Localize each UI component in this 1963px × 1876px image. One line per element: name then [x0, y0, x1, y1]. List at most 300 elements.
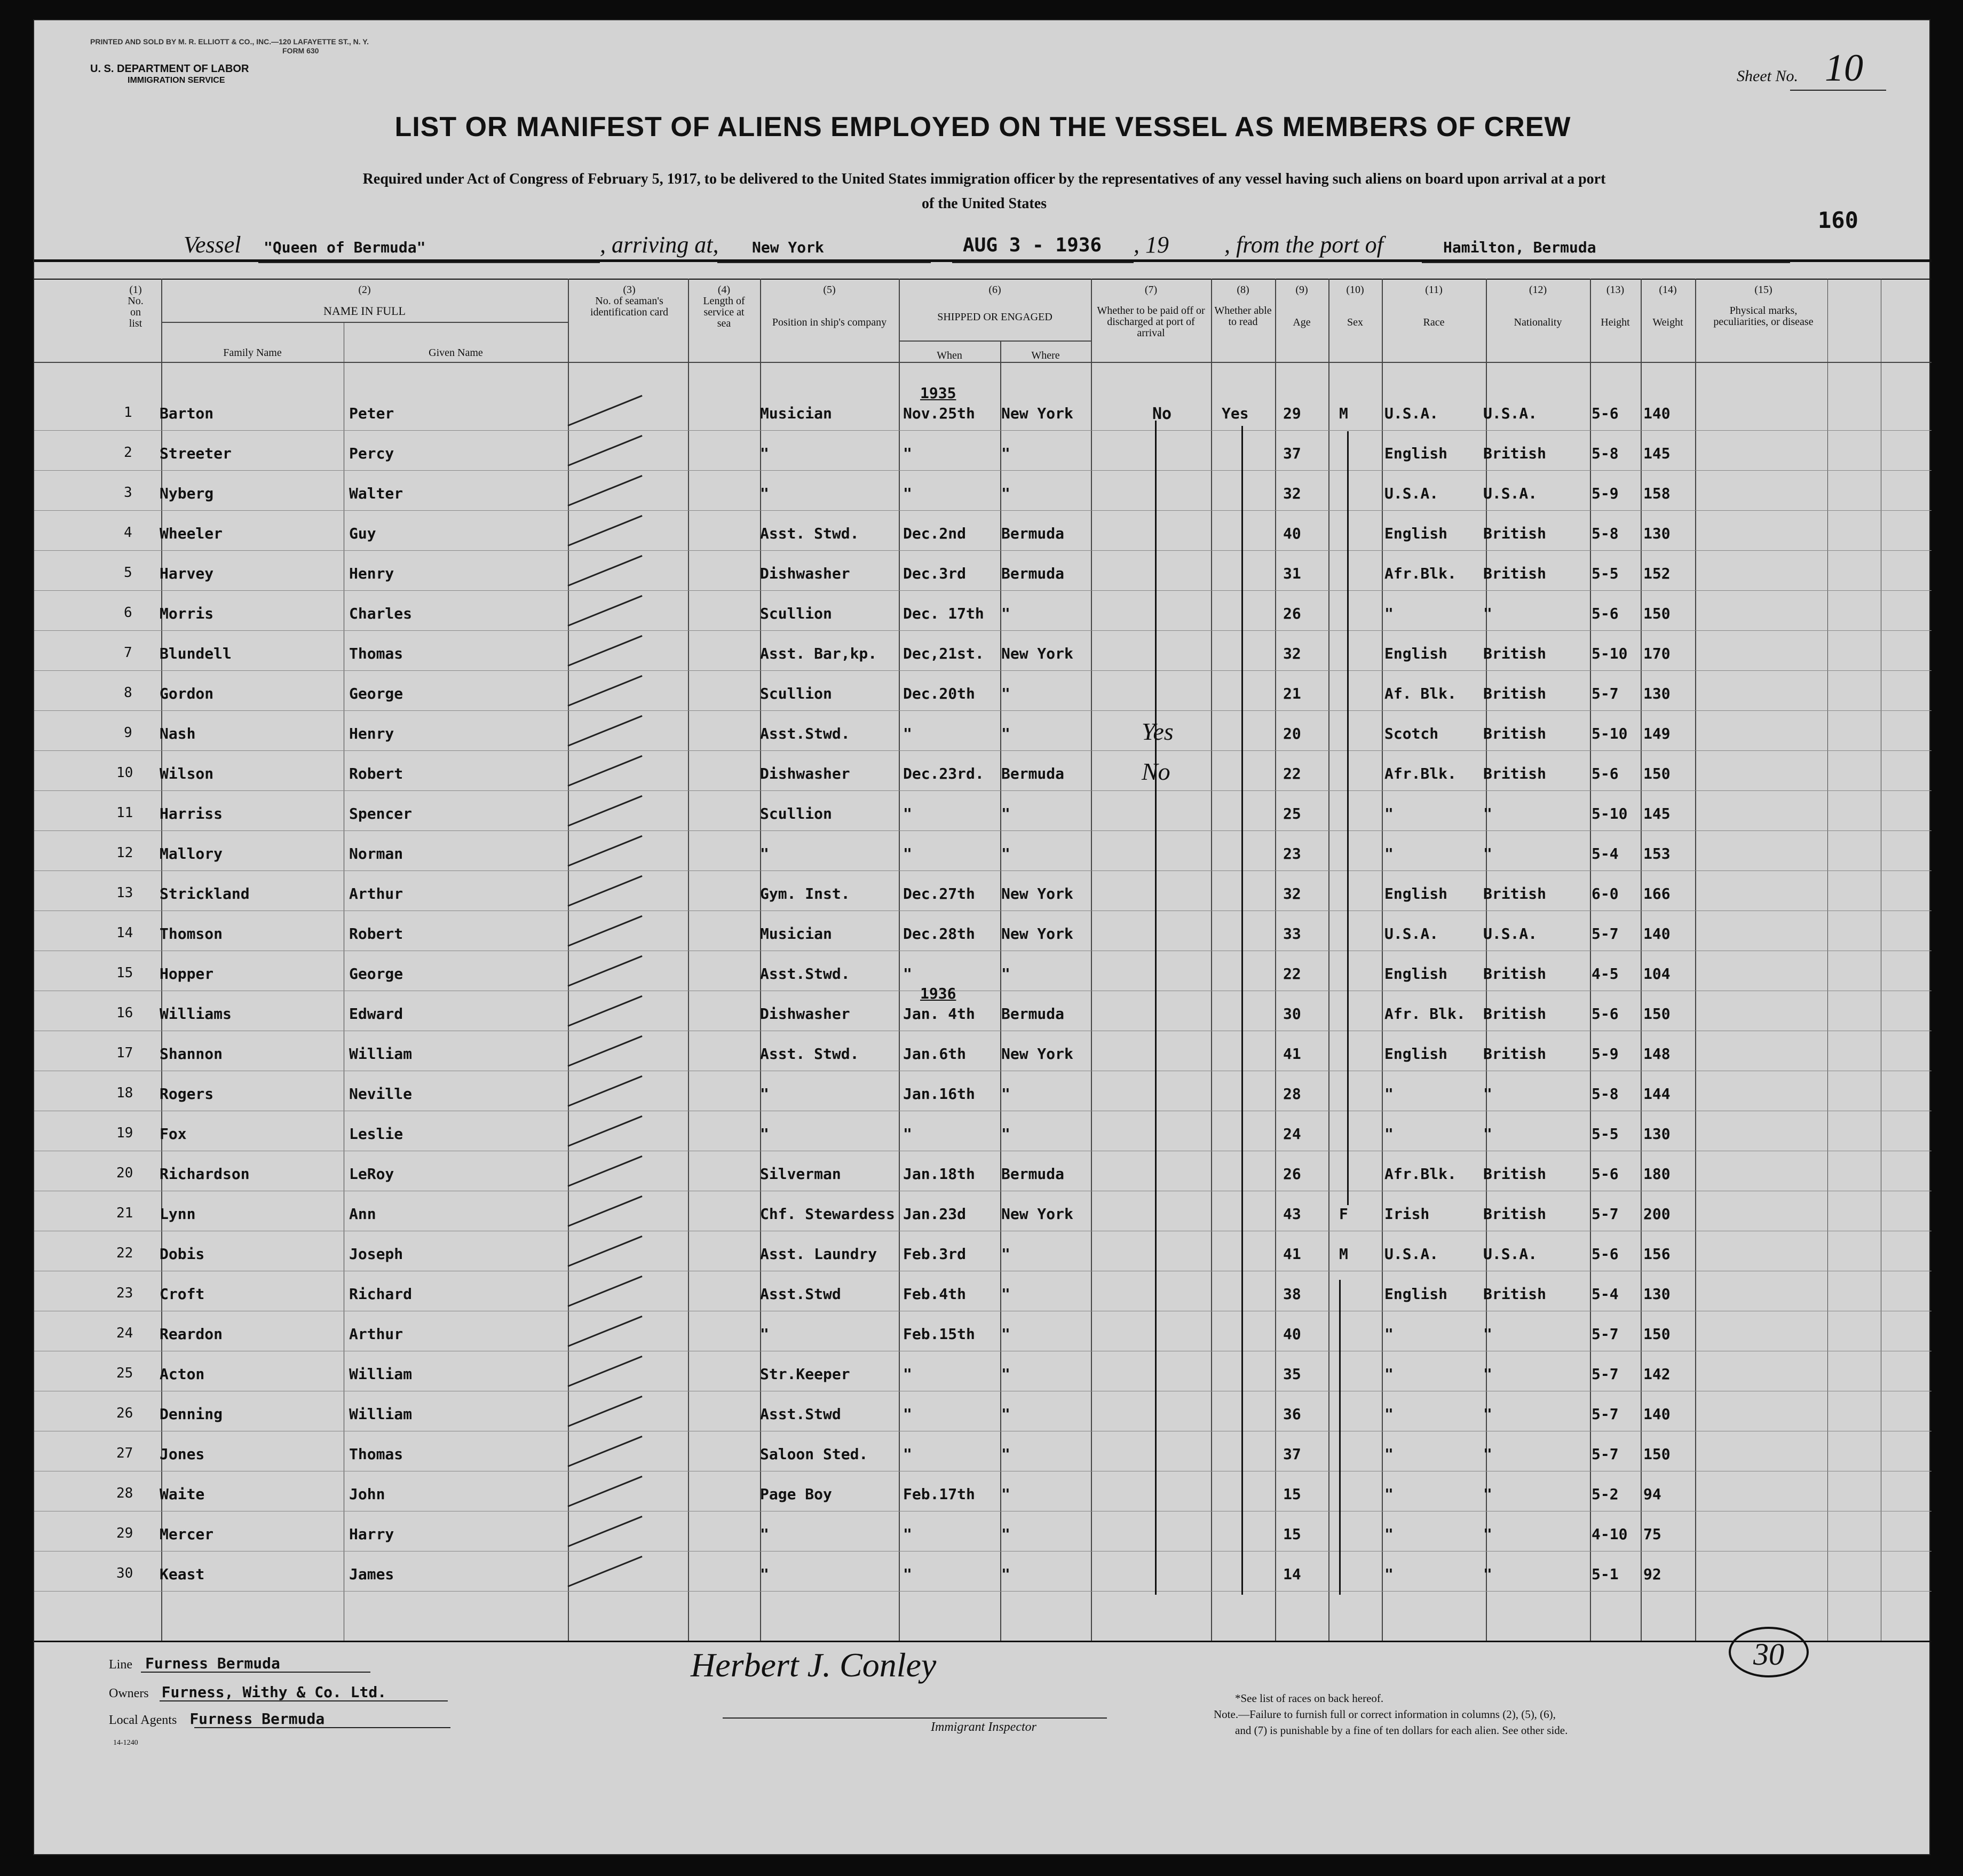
- cell-position: Asst.Stwd: [760, 1405, 841, 1423]
- cell-row-number: 15: [116, 965, 133, 981]
- cell-age: 21: [1283, 685, 1301, 702]
- cell-age: 40: [1283, 525, 1301, 542]
- cell-given-name: Spencer: [349, 805, 413, 822]
- cell-sex: F: [1339, 1205, 1348, 1223]
- page-title: LIST OR MANIFEST OF ALIENS EMPLOYED ON THE VESSEL AS MEMBERS OF CREW: [394, 112, 1571, 143]
- cell-weight: 145: [1643, 445, 1671, 462]
- cell-shipped-when: ": [903, 1565, 912, 1583]
- cell-given-name: Ann: [349, 1205, 376, 1223]
- cell-position: ": [760, 445, 769, 462]
- cell-given-name: Walter: [349, 485, 403, 502]
- cell-given-name: Edward: [349, 1005, 403, 1023]
- line-underline: [141, 1672, 370, 1673]
- cell-position: Musician: [760, 925, 832, 943]
- col-title: Length of service at sea: [703, 295, 745, 329]
- column-divider: [568, 279, 569, 1641]
- cell-shipped-where: New York: [1001, 405, 1073, 422]
- col-title: Whether able to read: [1214, 305, 1272, 328]
- cell-family-name: Wilson: [160, 765, 214, 782]
- cell-nationality: British: [1483, 1045, 1547, 1063]
- department-block: [90, 63, 249, 86]
- col-header-weight: [1641, 284, 1695, 328]
- cell-family-name: Strickland: [160, 885, 250, 903]
- cell-shipped-when: Dec.2nd: [903, 525, 967, 542]
- from-underline: [1422, 262, 1790, 263]
- cell-given-name: Henry: [349, 725, 394, 742]
- cell-shipped-when: ": [903, 445, 912, 462]
- cell-nationality: British: [1483, 885, 1547, 903]
- cell-shipped-when: Dec,21st.: [903, 645, 984, 662]
- arriving-underline: [717, 262, 931, 263]
- cell-height: 5-8: [1592, 445, 1619, 462]
- cell-shipped-when: Nov.25th: [903, 405, 975, 422]
- col-header-age: [1275, 284, 1328, 328]
- cell-race: Irish: [1384, 1205, 1430, 1223]
- cell-position: Dishwasher: [760, 565, 850, 582]
- cell-race: ": [1384, 1125, 1394, 1143]
- col-number: (10): [1346, 284, 1364, 296]
- cell-race: Afr. Blk.: [1384, 1005, 1466, 1023]
- cell-weight: 148: [1643, 1045, 1671, 1063]
- cell-position: ": [760, 1085, 769, 1103]
- col-header-name: [161, 284, 568, 316]
- subtitle-line-2: of the United States: [921, 195, 1047, 212]
- cell-age: 26: [1283, 605, 1301, 622]
- cell-nationality: ": [1483, 605, 1492, 622]
- cell-weight: 200: [1643, 1205, 1671, 1223]
- cell-given-name: Robert: [349, 925, 403, 943]
- cell-nationality: British: [1483, 565, 1547, 582]
- cell-family-name: Mallory: [160, 845, 223, 862]
- cell-shipped-when: Feb.17th: [903, 1485, 975, 1503]
- cell-age: 22: [1283, 965, 1301, 983]
- table-bottom-rule: [34, 1641, 1932, 1642]
- cell-position: ": [760, 845, 769, 862]
- cell-given-name: Arthur: [349, 885, 403, 903]
- cell-row-number: 2: [124, 445, 132, 461]
- agents-field: [109, 1710, 324, 1728]
- cell-family-name: Gordon: [160, 685, 214, 702]
- table-row-rule: [34, 790, 1932, 791]
- table-row-rule: [34, 470, 1932, 471]
- cell-weight: 145: [1643, 805, 1671, 822]
- cell-race: ": [1384, 1485, 1394, 1503]
- cell-given-name: Peter: [349, 405, 394, 422]
- shipped-header-rule: [899, 341, 1091, 342]
- cell-shipped-where: New York: [1001, 645, 1073, 662]
- cell-nationality: British: [1483, 645, 1547, 662]
- cell-weight: 150: [1643, 765, 1671, 782]
- cell-position: Asst.Stwd.: [760, 965, 850, 983]
- cell-shipped-when: Jan.16th: [903, 1085, 975, 1103]
- cell-shipped-where: ": [1001, 965, 1010, 983]
- cell-height: 5-7: [1592, 1405, 1619, 1423]
- id-card-tick-mark: [567, 555, 642, 587]
- cell-shipped-where: ": [1001, 1445, 1010, 1463]
- cell-nationality: ": [1483, 1365, 1492, 1383]
- cell-weight: 130: [1643, 1285, 1671, 1303]
- cell-given-name: LeRoy: [349, 1165, 394, 1183]
- cell-nationality: British: [1483, 445, 1547, 462]
- cell-race: ": [1384, 805, 1394, 822]
- cell-race: Afr.Blk.: [1384, 1165, 1457, 1183]
- cell-position: Asst. Laundry: [760, 1245, 877, 1263]
- cell-race: English: [1384, 965, 1448, 983]
- col-header-shipped: [899, 284, 1091, 323]
- cell-shipped-where: ": [1001, 1125, 1010, 1143]
- sheet-number-label: Sheet No.: [1737, 67, 1798, 85]
- col-header-no: [114, 284, 157, 329]
- cell-age: 29: [1283, 405, 1301, 422]
- cell-family-name: Hopper: [160, 965, 214, 983]
- cell-weight: 156: [1643, 1245, 1671, 1263]
- cell-weight: 153: [1643, 845, 1671, 862]
- circled-total: 30: [1729, 1627, 1809, 1677]
- cell-height: 5-10: [1592, 645, 1628, 662]
- cell-shipped-where: ": [1001, 1485, 1010, 1503]
- cell-shipped-when: Dec.28th: [903, 925, 975, 943]
- id-card-tick-mark: [567, 755, 642, 787]
- col-title: Age: [1293, 316, 1311, 328]
- footnote-penalty-1: Note.—Failure to furnish full or correct information in columns (2), (5), (6),: [1214, 1708, 1556, 1721]
- cell-race: U.S.A.: [1384, 405, 1439, 422]
- cell-height: 5-7: [1592, 1325, 1619, 1343]
- cell-weight: 142: [1643, 1365, 1671, 1383]
- cell-race: English: [1384, 1285, 1448, 1303]
- cell-race: ": [1384, 845, 1394, 862]
- cell-nationality: British: [1483, 965, 1547, 983]
- cell-age: 40: [1283, 1325, 1301, 1343]
- cell-age: 20: [1283, 725, 1301, 742]
- id-card-tick-mark: [567, 1316, 642, 1347]
- inspector-label: Immigrant Inspector: [931, 1720, 1036, 1734]
- cell-family-name: Harriss: [160, 805, 223, 822]
- cell-height: 5-9: [1592, 485, 1619, 502]
- cell-race: ": [1384, 1365, 1394, 1383]
- form-code: 14-1240: [113, 1739, 138, 1747]
- cell-age: 25: [1283, 805, 1301, 822]
- stamp-number: 160: [1818, 207, 1858, 233]
- cell-height: 5-6: [1592, 1165, 1619, 1183]
- cell-shipped-where: ": [1001, 1565, 1010, 1583]
- cell-age: 24: [1283, 1125, 1301, 1143]
- cell-position: Gym. Inst.: [760, 885, 850, 903]
- table-row-rule: [34, 510, 1932, 511]
- col-title: Race: [1423, 316, 1445, 328]
- id-card-tick-mark: [567, 1516, 642, 1547]
- year-label: , 19: [1134, 232, 1169, 258]
- cell-position: Asst. Bar,kp.: [760, 645, 877, 662]
- id-card-tick-mark: [567, 1436, 642, 1467]
- col-header-race: [1382, 284, 1486, 328]
- cell-given-name: Joseph: [349, 1245, 403, 1263]
- col-number: (5): [823, 284, 836, 296]
- id-card-tick-mark: [567, 1115, 642, 1147]
- cell-row-number: 6: [124, 605, 132, 621]
- id-card-tick-mark: [567, 1556, 642, 1587]
- cell-position: Str.Keeper: [760, 1365, 850, 1383]
- owners-value: Furness, Withy & Co. Ltd.: [161, 1683, 387, 1701]
- cell-age: 32: [1283, 645, 1301, 662]
- cell-weight: 150: [1643, 1005, 1671, 1023]
- cell-shipped-when: Feb.4th: [903, 1285, 967, 1303]
- id-card-tick-mark: [567, 1155, 642, 1187]
- id-card-tick-mark: [567, 635, 642, 667]
- cell-row-number: 24: [116, 1325, 133, 1341]
- cell-age: 41: [1283, 1245, 1301, 1263]
- id-card-tick-mark: [567, 1035, 642, 1067]
- owners-underline: [160, 1700, 448, 1701]
- col-title: SHIPPED OR ENGAGED: [937, 311, 1052, 323]
- paid-off-vertical-line: [1155, 421, 1157, 1595]
- date-underline: [952, 262, 1134, 263]
- cell-age: 15: [1283, 1485, 1301, 1503]
- cell-row-number: 5: [124, 565, 132, 581]
- col-title: No. on list: [128, 295, 144, 329]
- cell-shipped-where: ": [1001, 1525, 1010, 1543]
- cell-able-to-read: Yes: [1222, 405, 1249, 422]
- col-number: (15): [1754, 284, 1772, 296]
- cell-family-name: Denning: [160, 1405, 223, 1423]
- cell-row-number: 14: [116, 925, 133, 941]
- cell-position: Asst.Stwd.: [760, 725, 850, 742]
- cell-shipped-when: Dec.27th: [903, 885, 975, 903]
- col-header-given-name: Given Name: [429, 347, 483, 359]
- cell-paid-off: No: [1152, 405, 1172, 423]
- cell-weight: 104: [1643, 965, 1671, 983]
- cell-position: ": [760, 1125, 769, 1143]
- cell-row-number: 30: [116, 1565, 133, 1581]
- cell-given-name: William: [349, 1405, 413, 1423]
- cell-shipped-where: ": [1001, 1405, 1010, 1423]
- cell-weight: 152: [1643, 565, 1671, 582]
- cell-shipped-when: Dec.20th: [903, 685, 975, 702]
- cell-height: 5-5: [1592, 565, 1619, 582]
- cell-sex: M: [1339, 1245, 1348, 1263]
- cell-race: ": [1384, 1085, 1394, 1103]
- footnote-penalty-2: and (7) is punishable by a fine of ten dollars for each alien. See other side.: [1235, 1724, 1568, 1737]
- sheet-number-line: [1790, 90, 1886, 91]
- table-row-rule: [34, 870, 1932, 871]
- cell-row-number: 22: [116, 1245, 133, 1261]
- cell-family-name: Shannon: [160, 1045, 223, 1063]
- cell-shipped-when: Jan.6th: [903, 1045, 967, 1063]
- cell-given-name: Richard: [349, 1285, 413, 1303]
- cell-age: 37: [1283, 445, 1301, 462]
- col-header-id-card: [589, 284, 669, 318]
- col-number: (14): [1659, 284, 1677, 296]
- cell-position: Dishwasher: [760, 1005, 850, 1023]
- page-subtitle: [184, 167, 1785, 216]
- id-card-tick-mark: [567, 835, 642, 867]
- cell-given-name: Robert: [349, 765, 403, 782]
- cell-height: 5-7: [1592, 1445, 1619, 1463]
- cell-age: 30: [1283, 1005, 1301, 1023]
- line-field: [109, 1655, 280, 1672]
- arrival-date-stamp: AUG 3 - 1936: [963, 234, 1102, 256]
- cell-position: ": [760, 1525, 769, 1543]
- cell-position: Asst.Stwd: [760, 1285, 841, 1303]
- id-card-tick-mark: [567, 1356, 642, 1387]
- cell-nationality: British: [1483, 1205, 1547, 1223]
- col-number: (6): [988, 284, 1001, 296]
- cell-given-name: Henry: [349, 565, 394, 582]
- id-card-tick-mark: [567, 1276, 642, 1307]
- cell-row-number: 13: [116, 885, 133, 901]
- cell-row-number: 16: [116, 1005, 133, 1021]
- col-header-physical-marks: [1702, 284, 1825, 328]
- cell-row-number: 21: [116, 1205, 133, 1221]
- cell-age: 23: [1283, 845, 1301, 862]
- cell-given-name: John: [349, 1485, 385, 1503]
- col-header-nationality: [1486, 284, 1590, 328]
- cell-shipped-where: New York: [1001, 925, 1073, 943]
- cell-given-name: Percy: [349, 445, 394, 462]
- cell-weight: 75: [1643, 1525, 1661, 1543]
- cell-family-name: Mercer: [160, 1525, 214, 1543]
- column-divider: [1590, 279, 1591, 1641]
- cell-nationality: ": [1483, 1325, 1492, 1343]
- col-number: (11): [1425, 284, 1443, 296]
- col-number: (12): [1529, 284, 1547, 296]
- cell-height: 5-4: [1592, 845, 1619, 862]
- col-title: Height: [1601, 316, 1630, 328]
- cell-position: Dishwasher: [760, 765, 850, 782]
- cell-race: ": [1384, 1405, 1394, 1423]
- table-row-rule: [34, 1591, 1932, 1592]
- id-card-tick-mark: [567, 1196, 642, 1227]
- owners-label: Owners: [109, 1687, 149, 1700]
- cell-age: 36: [1283, 1405, 1301, 1423]
- col-number: (13): [1606, 284, 1625, 296]
- cell-nationality: U.S.A.: [1483, 405, 1538, 422]
- cell-race: Af. Blk.: [1384, 685, 1457, 702]
- cell-given-name: Charles: [349, 605, 413, 622]
- cell-age: 33: [1283, 925, 1301, 943]
- cell-height: 5-10: [1592, 725, 1628, 742]
- cell-nationality: British: [1483, 525, 1547, 542]
- cell-race: U.S.A.: [1384, 1245, 1439, 1263]
- cell-given-name: Norman: [349, 845, 403, 862]
- cell-shipped-where: ": [1001, 725, 1010, 742]
- cell-nationality: ": [1483, 805, 1492, 822]
- cell-weight: 130: [1643, 525, 1671, 542]
- cell-weight: 180: [1643, 1165, 1671, 1183]
- cell-weight: 150: [1643, 1325, 1671, 1343]
- cell-height: 5-5: [1592, 1125, 1619, 1143]
- footnote-races: *See list of races on back hereof.: [1235, 1692, 1384, 1705]
- cell-race: English: [1384, 525, 1448, 542]
- cell-nationality: U.S.A.: [1483, 925, 1538, 943]
- cell-nationality: British: [1483, 765, 1547, 782]
- cell-row-number: 10: [116, 765, 133, 781]
- cell-family-name: Croft: [160, 1285, 205, 1303]
- cell-given-name: Neville: [349, 1085, 413, 1103]
- col-number: (2): [358, 284, 371, 296]
- agents-value: Furness Bermuda: [189, 1710, 325, 1728]
- table-row-rule: [34, 670, 1932, 671]
- cell-height: 5-6: [1592, 1005, 1619, 1023]
- cell-shipped-where: ": [1001, 685, 1010, 702]
- line-label: Line: [109, 1658, 132, 1672]
- cell-row-number: 4: [124, 525, 132, 541]
- cell-shipped-when: Feb.3rd: [903, 1245, 967, 1263]
- vessel-underline: [258, 262, 600, 263]
- cell-family-name: Harvey: [160, 565, 214, 582]
- col-header-family-name: Family Name: [223, 347, 282, 359]
- cell-weight: 140: [1643, 1405, 1671, 1423]
- cell-race: ": [1384, 1525, 1394, 1543]
- cell-height: 5-10: [1592, 805, 1628, 822]
- table-row-rule: [34, 550, 1932, 551]
- cell-given-name: Leslie: [349, 1125, 403, 1143]
- cell-shipped-when: ": [903, 965, 912, 983]
- cell-row-number: 26: [116, 1405, 133, 1421]
- cell-age: 41: [1283, 1045, 1301, 1063]
- cell-shipped-when: Jan.23d: [903, 1205, 967, 1223]
- table-row-rule: [34, 750, 1932, 751]
- cell-age: 32: [1283, 885, 1301, 903]
- cell-row-number: 28: [116, 1485, 133, 1501]
- cell-height: 5-6: [1592, 405, 1619, 422]
- cell-position: Asst. Stwd.: [760, 1045, 859, 1063]
- cell-weight: 92: [1643, 1565, 1661, 1583]
- cell-given-name: Arthur: [349, 1325, 403, 1343]
- cell-family-name: Blundell: [160, 645, 232, 662]
- col-number: (1): [129, 284, 142, 296]
- table-row-rule: [34, 430, 1932, 431]
- cell-family-name: Streeter: [160, 445, 232, 462]
- signature-underline: [723, 1717, 1107, 1719]
- cell-family-name: Lynn: [160, 1205, 196, 1223]
- column-divider: [1211, 279, 1212, 1641]
- cell-shipped-where: Bermuda: [1001, 525, 1065, 542]
- cell-height: 5-7: [1592, 685, 1619, 702]
- cell-shipped-where: Bermuda: [1001, 765, 1065, 782]
- cell-position: ": [760, 1325, 769, 1343]
- cell-race: ": [1384, 1445, 1394, 1463]
- cell-given-name: Thomas: [349, 1445, 403, 1463]
- cell-paid-off: No: [1142, 758, 1170, 785]
- cell-race: English: [1384, 445, 1448, 462]
- id-card-tick-mark: [567, 1236, 642, 1267]
- cell-position: Page Boy: [760, 1485, 832, 1503]
- cell-row-number: 20: [116, 1165, 133, 1181]
- cell-race: ": [1384, 605, 1394, 622]
- cell-family-name: Morris: [160, 605, 214, 622]
- cell-nationality: ": [1483, 1085, 1492, 1103]
- cell-nationality: ": [1483, 1405, 1492, 1423]
- cell-family-name: Keast: [160, 1565, 205, 1583]
- cell-shipped-when: ": [903, 1445, 912, 1463]
- cell-shipped-where: New York: [1001, 885, 1073, 903]
- sex-vertical-line: [1339, 1280, 1341, 1595]
- cell-paid-off: Yes: [1142, 718, 1174, 745]
- cell-height: 5-1: [1592, 1565, 1619, 1583]
- cell-shipped-where: ": [1001, 1365, 1010, 1383]
- cell-weight: 149: [1643, 725, 1671, 742]
- cell-race: English: [1384, 1045, 1448, 1063]
- col-header-when: When: [937, 350, 962, 361]
- cell-family-name: Waite: [160, 1485, 205, 1503]
- cell-nationality: ": [1483, 1445, 1492, 1463]
- cell-shipped-when: Dec.23rd.: [903, 765, 984, 782]
- cell-height: 5-2: [1592, 1485, 1619, 1503]
- cell-height: 5-6: [1592, 1245, 1619, 1263]
- cell-height: 4-10: [1592, 1525, 1628, 1543]
- cell-height: 4-5: [1592, 965, 1619, 983]
- cell-given-name: George: [349, 965, 403, 983]
